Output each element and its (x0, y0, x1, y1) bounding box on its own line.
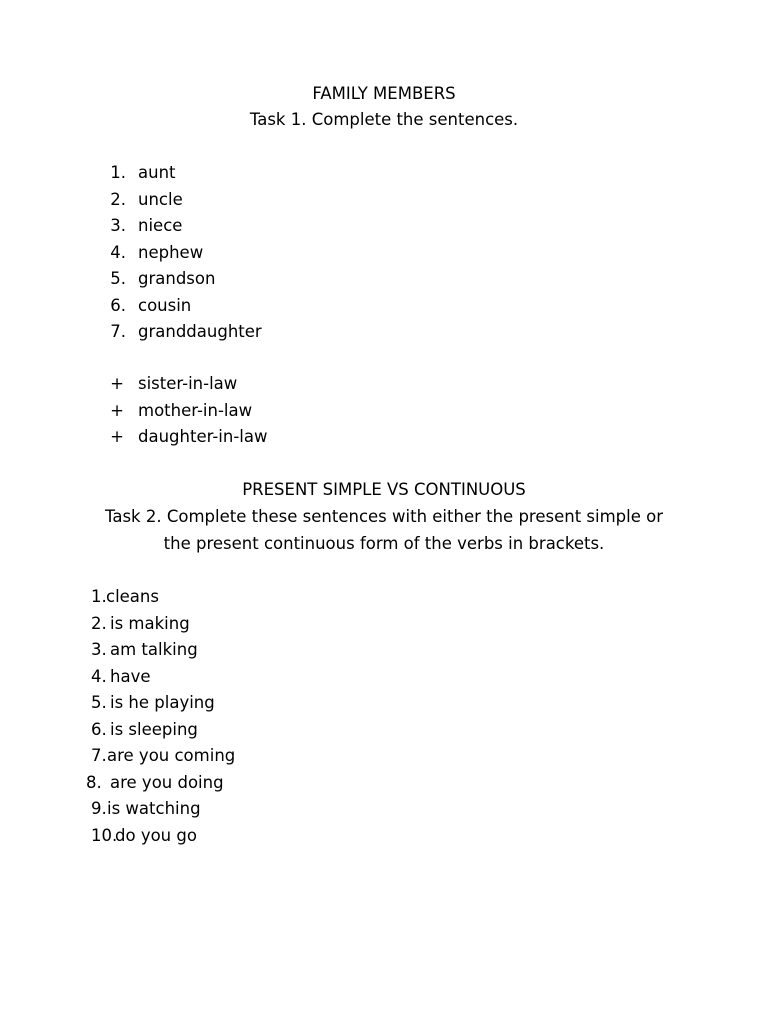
list-item-text: granddaughter (138, 322, 262, 341)
list-item-text: is watching (107, 799, 201, 818)
list-item-number: 5. (110, 269, 126, 288)
list-item (0, 584, 768, 611)
list-item-number: 2. (110, 189, 126, 209)
list-item (0, 823, 768, 850)
list-item (0, 213, 768, 240)
task2-instruction-line1: Task 2. Complete these sentences with either the present simple or (105, 507, 663, 526)
list-item-text: is sleeping (110, 719, 198, 739)
list-item (0, 717, 768, 744)
plus-bullet: + (110, 427, 124, 446)
list-item (0, 319, 768, 346)
list-item-number: 4. (91, 666, 107, 686)
list-item (0, 690, 768, 717)
list-item-text: is making (110, 613, 190, 633)
list-item-text: sister-in-law (138, 374, 238, 393)
list-item-text: cleans (106, 587, 159, 606)
list-item-number: 9. (91, 799, 107, 818)
list-item-number: 10. (91, 825, 118, 845)
list-item-number: 6. (91, 719, 107, 739)
task2-heading: PRESENT SIMPLE VS CONTINUOUS (242, 480, 526, 499)
list-item-number: 6. (110, 295, 126, 315)
list-item (0, 611, 768, 638)
list-item-number: 5. (91, 693, 107, 712)
list-item (0, 293, 768, 320)
list-item (0, 371, 768, 398)
list-item-text: aunt (138, 163, 176, 182)
list-item-number: 1. (91, 587, 107, 606)
task2-instruction-line2: the present continuous form of the verbs in brackets. (163, 534, 605, 553)
task1-heading: FAMILY MEMBERS (312, 84, 456, 103)
list-item-number: 8. (86, 772, 102, 792)
list-item (0, 770, 768, 797)
list-item (0, 266, 768, 293)
list-item-number: 4. (110, 242, 126, 262)
list-item (0, 240, 768, 267)
list-item-text: niece (138, 216, 183, 235)
list-item-number: 3. (91, 640, 107, 659)
list-item (0, 637, 768, 664)
list-item-number: 1. (110, 163, 126, 182)
task1-instruction: Task 1. Complete the sentences. (249, 110, 519, 129)
list-item (0, 796, 768, 823)
task1-extra-list (0, 371, 768, 451)
list-item (0, 187, 768, 214)
list-item (0, 743, 768, 770)
plus-bullet: + (110, 400, 124, 420)
list-item-text: are you coming (107, 746, 236, 765)
list-item-text: am talking (110, 640, 198, 659)
list-item-text: do you go (115, 825, 197, 845)
list-item-number: 7. (91, 746, 107, 765)
list-item-number: 3. (110, 216, 126, 235)
list-item-text: daughter-in-law (138, 427, 268, 446)
list-item-text: nephew (138, 242, 204, 262)
list-item-text: are you doing (110, 772, 224, 792)
plus-bullet: + (110, 374, 124, 393)
list-item-text: uncle (138, 189, 183, 209)
task1-answer-list (0, 160, 768, 346)
list-item (0, 424, 768, 451)
list-item (0, 398, 768, 425)
list-item-number: 7. (110, 322, 126, 341)
list-item-number: 2. (91, 613, 107, 633)
list-item (0, 160, 768, 187)
list-item (0, 664, 768, 691)
list-item-text: grandson (138, 269, 216, 288)
list-item-text: have (110, 666, 151, 686)
list-item-text: mother-in-law (138, 400, 253, 420)
task2-answer-list (0, 584, 768, 849)
list-item-text: cousin (138, 295, 192, 315)
list-item-text: is he playing (110, 693, 215, 712)
